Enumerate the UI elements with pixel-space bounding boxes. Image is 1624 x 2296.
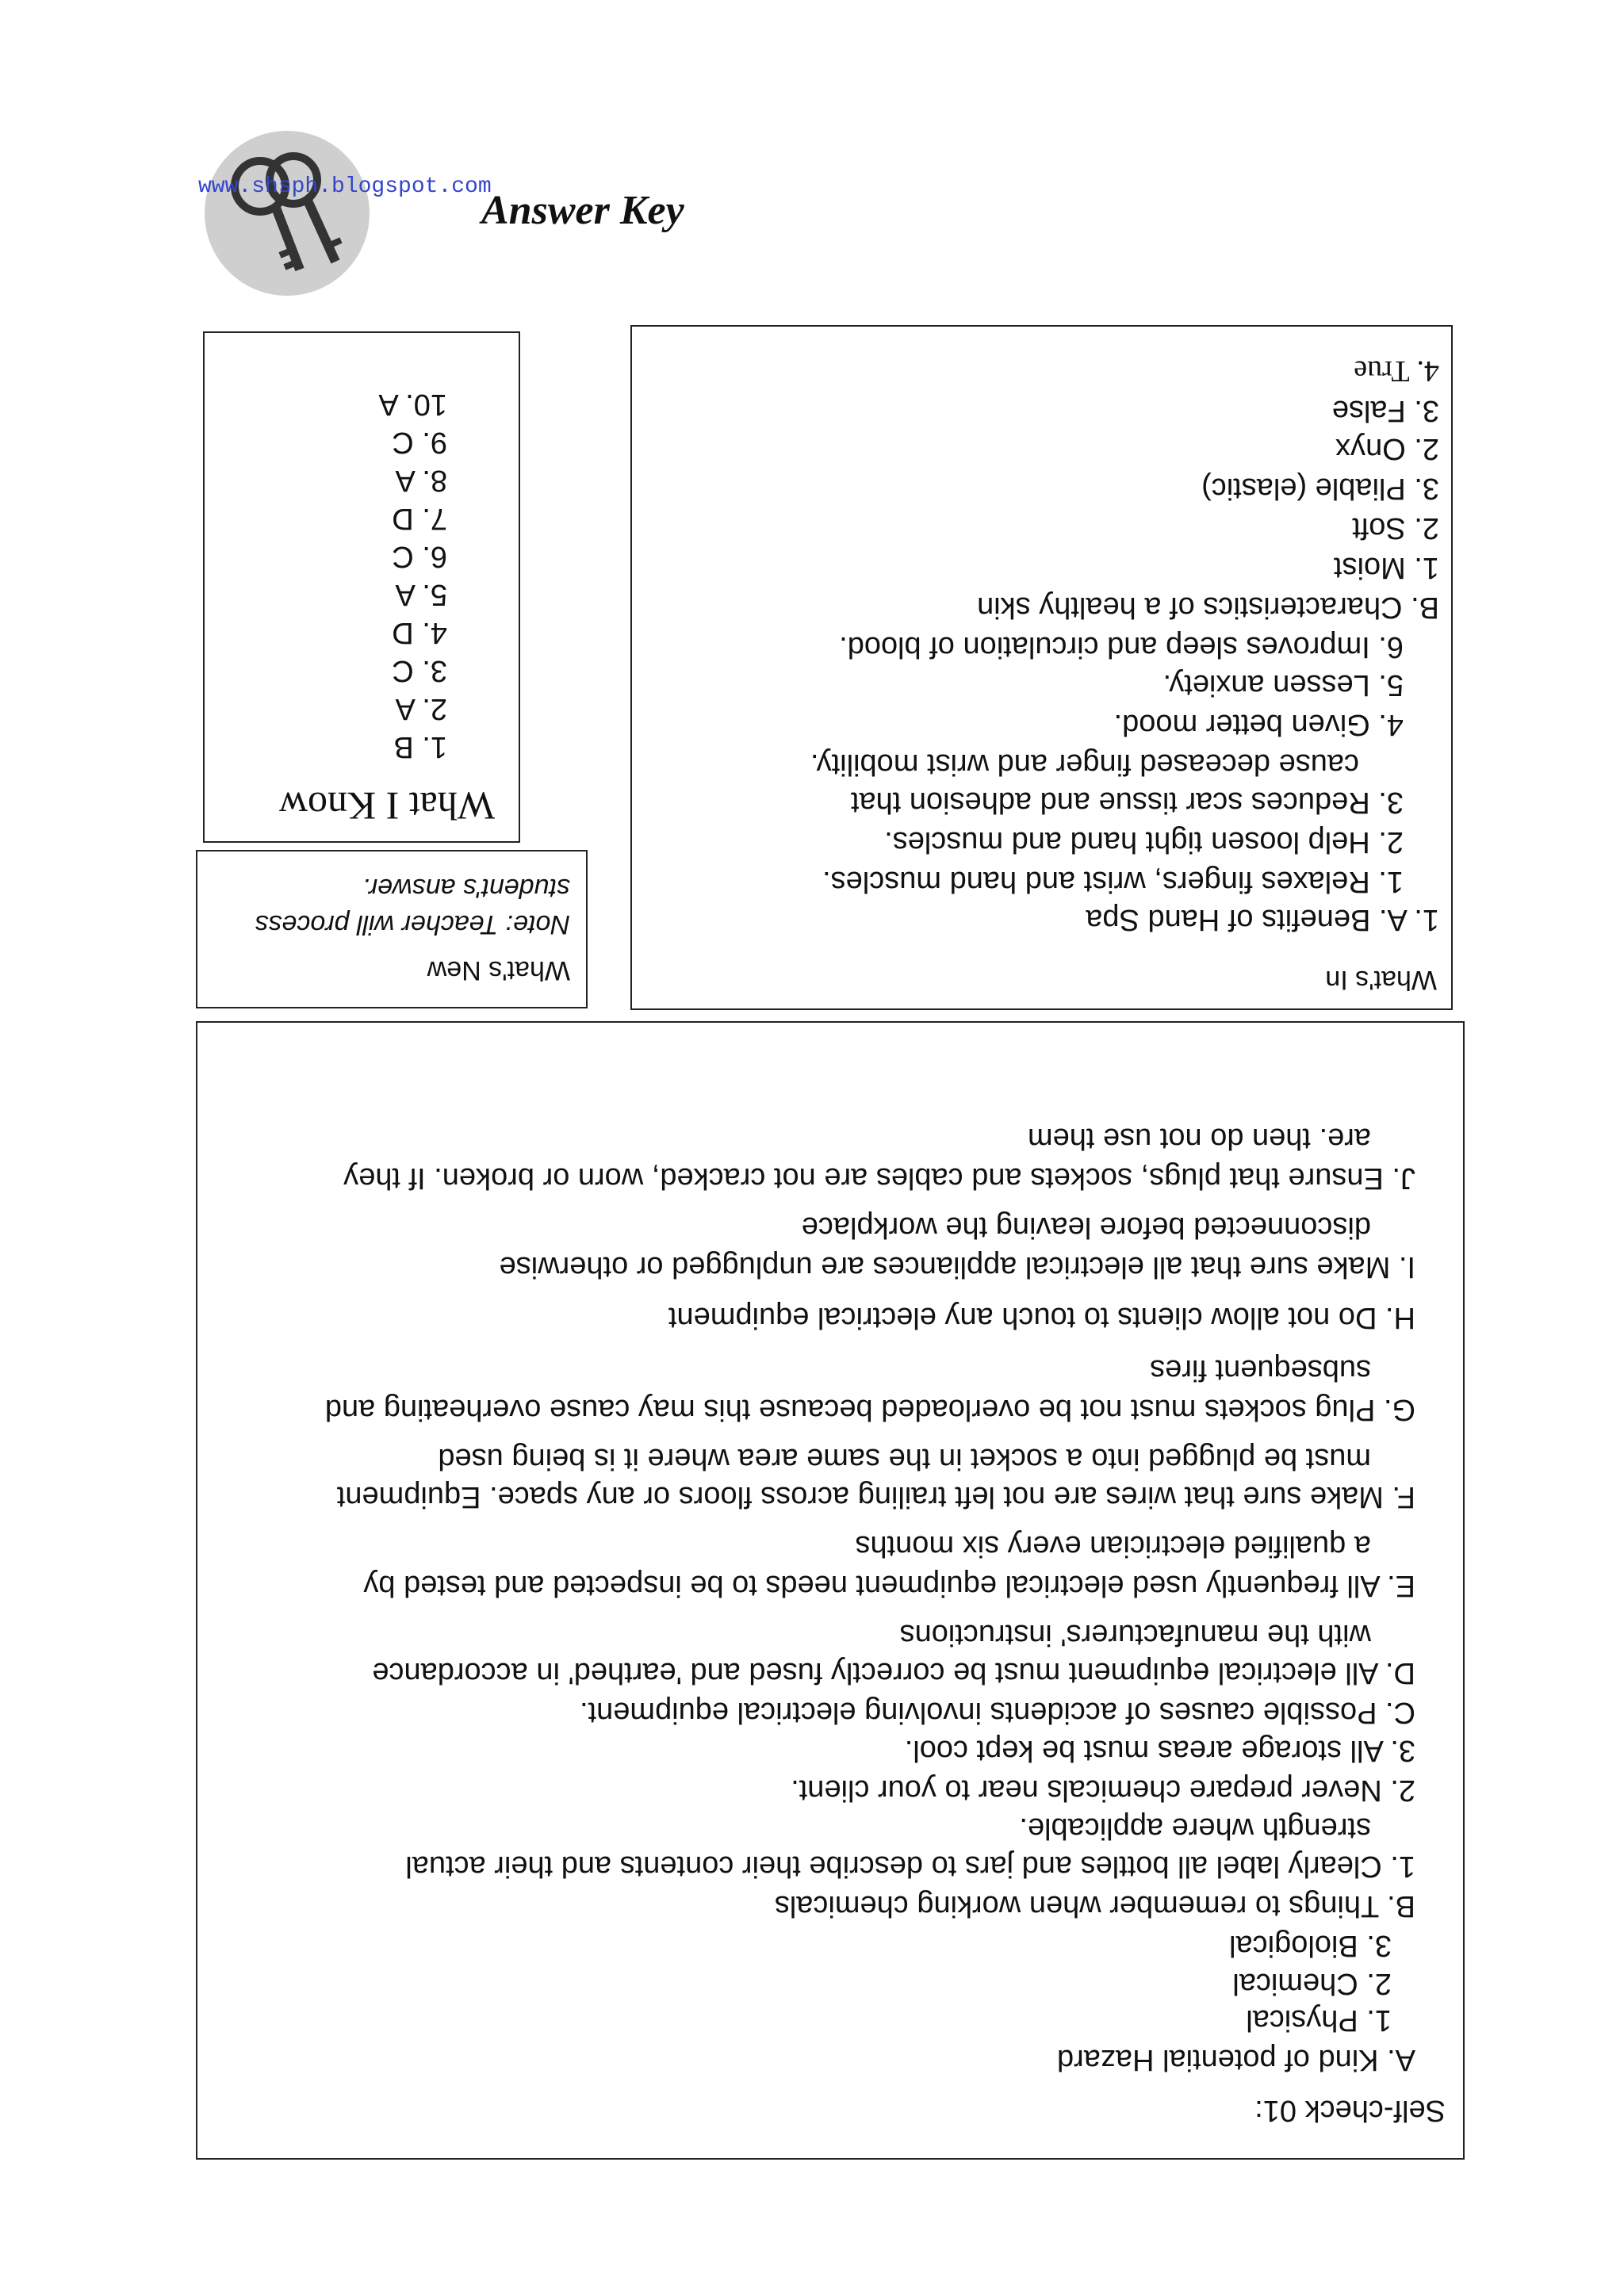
whats-new-box	[196, 850, 588, 1008]
whats-in-line: 3. Pliable (elastic)	[1201, 472, 1439, 505]
whats-in-line: 4. Given better mood.	[1113, 708, 1404, 741]
self-check-line: 3. Biological	[1229, 1929, 1392, 1962]
self-check-line: I. Make sure that all electrical appliances are unplugged or otherwise	[499, 1250, 1415, 1284]
self-check-line: disconnected before leaving the workplace	[801, 1211, 1371, 1244]
whats-new-heading: What's New	[427, 955, 570, 985]
self-check-line: subsequent fires	[1150, 1353, 1371, 1387]
self-check-line: 1. Clearly label all bottles and jars to describe their contents and their actual	[405, 1850, 1415, 1883]
keys-icon	[205, 131, 370, 296]
whats-in-line: 4. True	[1354, 354, 1439, 388]
whats-in-line: 3. False	[1331, 394, 1439, 427]
self-check-line: G. Plug sockets must not be overloaded because this may cause overheating and	[324, 1393, 1415, 1426]
answer-item: 8. A	[395, 464, 447, 497]
whats-in-line: 1. Moist	[1333, 551, 1439, 584]
self-check-line: with the manufacturers' instructions	[899, 1618, 1371, 1651]
self-check-box	[196, 1021, 1465, 2160]
answer-item: 5. A	[395, 578, 447, 611]
self-check-line: H. Do not allow clients to touch any electrical equipment	[668, 1301, 1415, 1334]
page-title: Answer Key	[481, 188, 684, 233]
self-check-line: 1. Physical	[1246, 2003, 1392, 2037]
answer-item: 9. C	[392, 426, 447, 459]
site-url: www.shsph.blogspot.com	[198, 174, 492, 199]
whats-in-line: 1. A. Benefits of Hand Spa	[1086, 903, 1439, 936]
answer-item: 1. B	[393, 730, 447, 763]
whats-in-line: 2. Help loosen tight hand and muscles.	[884, 825, 1404, 859]
whats-in-line: 2. Onyx	[1335, 432, 1439, 465]
whats-in-line: 3. Reduces scar tissue and adhesion that	[850, 786, 1404, 819]
self-check-line: J. Ensure that plugs, sockets and cables are not cracked, worn or broken. If they	[343, 1161, 1415, 1195]
what-i-know-heading: What I Know	[278, 784, 495, 828]
whats-in-line: 5. Lessen anxiety.	[1162, 668, 1404, 702]
self-check-line: 2. Chemical	[1232, 1967, 1392, 2000]
self-check-line: 3. All storage areas must be kept cool.	[904, 1734, 1415, 1767]
self-check-line: a qualified electrician every six months	[855, 1529, 1371, 1563]
self-check-line: must be plugged into a socket in the same area where it is being used	[438, 1442, 1371, 1475]
whats-in-line: 6. Improves sleep and circulation of blood.	[839, 630, 1404, 664]
whats-in-heading: What's In	[1325, 965, 1437, 995]
self-check-heading: Self-check 01:	[1254, 2094, 1446, 2127]
whats-in-box	[630, 325, 1453, 1010]
whats-in-line: cause deceased finger and wrist mobility.	[810, 748, 1359, 781]
note-label: Note:	[505, 909, 570, 939]
note-text2: student's answer.	[362, 873, 570, 903]
whats-in-list	[632, 327, 1451, 1008]
self-check-line: C. Possible causes of accidents involving electrical equipment.	[580, 1696, 1415, 1729]
self-check-line: E. All frequently used electrical equipment needs to be inspected and tested by	[363, 1569, 1415, 1602]
self-check-line: are. then do not use them	[1027, 1122, 1371, 1155]
answer-item: 2. A	[395, 692, 447, 725]
answer-item: 10. A	[378, 388, 447, 421]
self-check-line: A. Kind of potential Hazard	[1056, 2043, 1415, 2076]
answer-item: 3. C	[392, 654, 447, 687]
self-check-line: strength where applicable.	[1019, 1812, 1371, 1845]
note-text: Teacher will process	[255, 909, 499, 939]
whats-in-line: 1. Relaxes fingers, wrist and hand muscles.	[822, 865, 1404, 898]
self-check-line: 2. Never prepare chemicals near to your client.	[791, 1774, 1415, 1807]
self-check-line: B. Things to remember when working chemicals	[774, 1889, 1415, 1923]
self-check-line: F. Make sure that wires are not left trailing across floors or any space. Equipment	[336, 1480, 1415, 1513]
whats-in-line: 2. Soft	[1352, 511, 1439, 545]
self-check-list	[197, 1023, 1463, 2158]
answer-item: 6. C	[392, 540, 447, 573]
note-line	[255, 905, 570, 943]
answer-item: 4. D	[392, 616, 447, 649]
answer-item: 7. D	[392, 502, 447, 535]
what-i-know-box	[203, 331, 520, 843]
self-check-line: D. All electrical equipment must be correctly fused and 'earthed' in accordance	[372, 1656, 1415, 1689]
whats-in-line: B. Characteristics of a healthy skin	[977, 591, 1439, 624]
